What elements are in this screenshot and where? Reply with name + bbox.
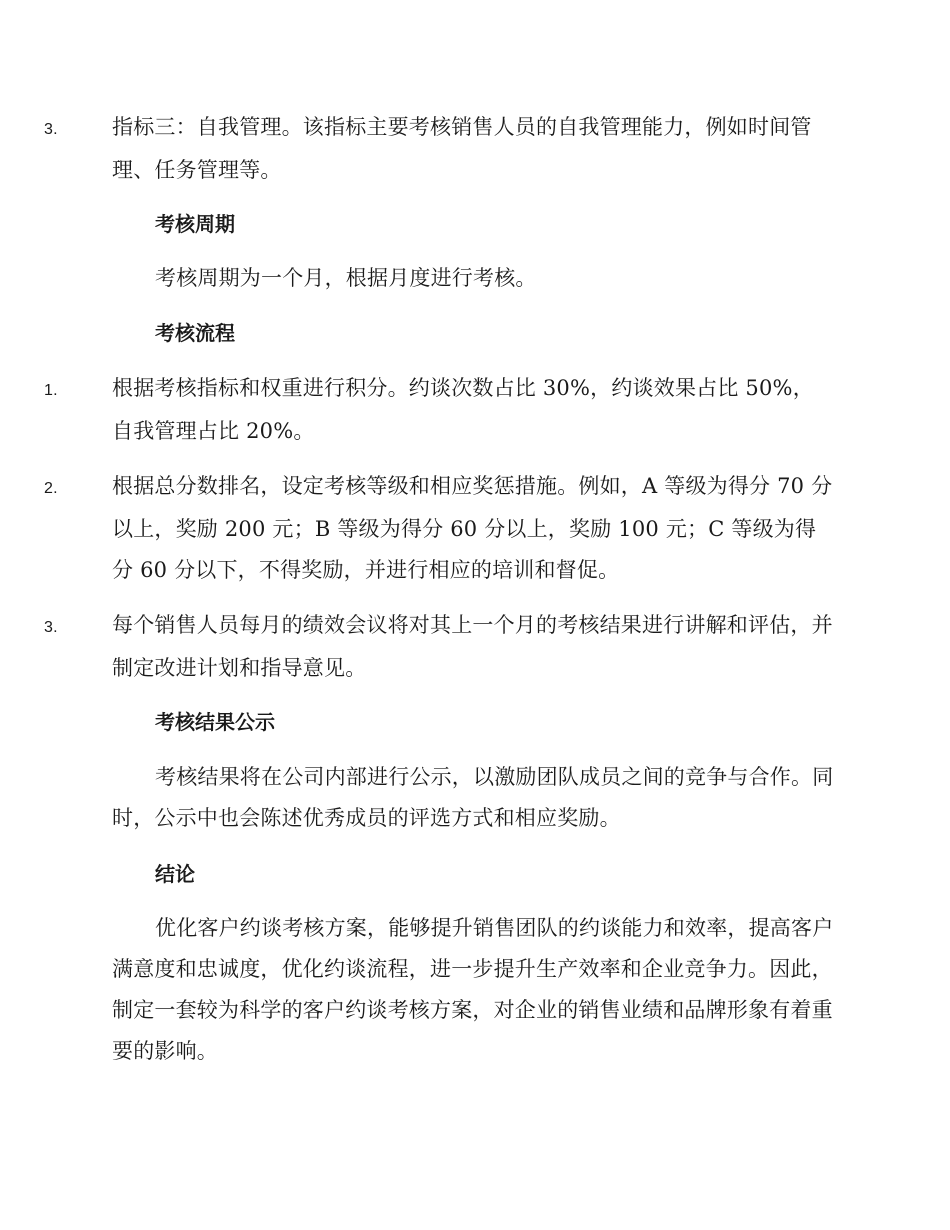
list-number: 1. (44, 382, 58, 399)
paragraph: 优化客户约谈考核方案，能够提升销售团队的约谈能力和效率，提高客户满意度和忠诚度，优化约谈流程，进一步提升生产效率和企业竞争力。因此，制定一套较为科学的客户约谈考核方案，对企业的销售业绩和品牌形象有着重要的影响。 (112, 916, 834, 1063)
list-item (44, 605, 834, 689)
list-item (44, 466, 834, 591)
paragraph: 考核周期为一个月，根据月度进行考核。 (155, 266, 537, 290)
list-text: 指标三：自我管理。该指标主要考核销售人员的自我管理能力，例如时间管理、任务管理等。 (112, 115, 812, 182)
list-number: 2. (44, 480, 58, 497)
section-heading: 考核结果公示 (155, 710, 275, 734)
list-text: 每个销售人员每月的绩效会议将对其上一个月的考核结果进行讲解和评估，并制定改进计划和指导意见。 (112, 613, 833, 680)
list-item (44, 107, 834, 191)
section-heading: 考核流程 (155, 321, 235, 345)
list-number: 3. (44, 121, 58, 138)
section-heading: 考核周期 (155, 212, 235, 236)
section-heading: 结论 (155, 862, 195, 886)
paragraph: 考核结果将在公司内部进行公示，以激励团队成员之间的竞争与合作。同时，公示中也会陈述优秀成员的评选方式和相应奖励。 (112, 765, 834, 830)
list-text: 根据考核指标和权重进行积分。约谈次数占比 30%，约谈效果占比 50%，自我管理占比 20%。 (112, 376, 814, 443)
list-item (44, 368, 834, 452)
list-number: 3. (44, 619, 58, 636)
list-text: 根据总分数排名，设定考核等级和相应奖惩措施。例如，A 等级为得分 70 分以上，奖励 200 元；B 等级为得分 60 分以上，奖励 100 元；C 等级为得分 60 分以下，不得奖励，并进行相应的培训和督促。 (112, 474, 833, 582)
